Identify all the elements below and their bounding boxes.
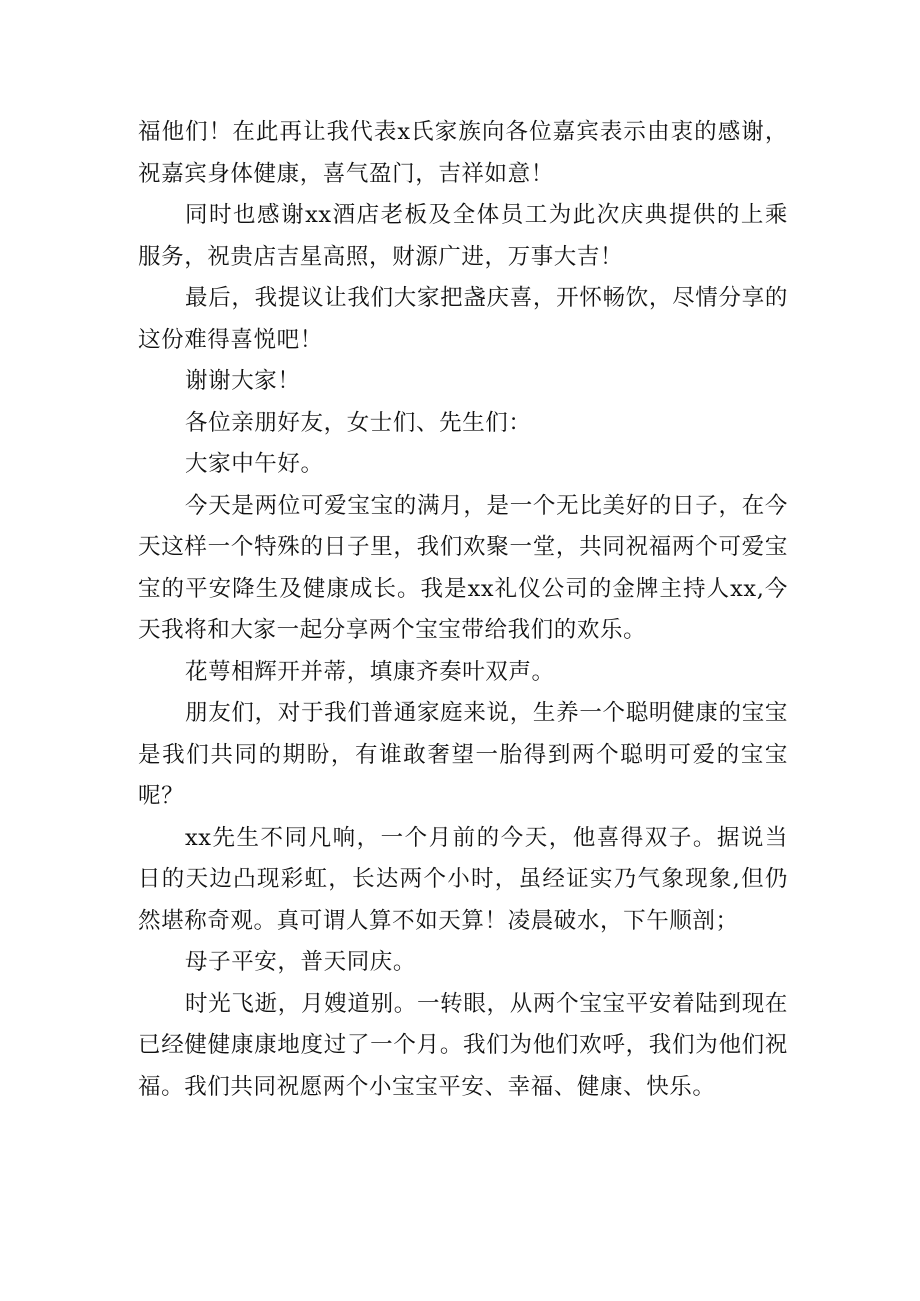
paragraph-friends: 朋友们，对于我们普通家庭来说，生养一个聪明健康的宝宝是我们共同的期盼，有谁敢奢望一胎得到两个聪明可爱的宝宝呢？	[138, 700, 788, 809]
document-body	[138, 112, 788, 1108]
paragraph-thank-you: 谢谢大家！	[185, 368, 301, 394]
paragraph-thanks-hotel: 同时也感谢xx酒店老板及全体员工为此次庆典提供的上乘服务，祝贵店吉星高照，财源广进，万事大吉！	[138, 202, 788, 270]
paragraph-twins-story: xx先生不同凡响，一个月前的今天，他喜得双子。据说当日的天边凸现彩虹，长达两个小时，虽经证实乃气象现象,但仍然堪称奇观。真可谓人算不如天算！凌晨破水，下午顺剖；	[138, 824, 788, 934]
paragraph-continuation: 福他们！在此再让我代表x氏家族向各位嘉宾表示由衷的感谢，祝嘉宾身体健康，喜气盈门，吉祥如意！	[138, 119, 788, 187]
paragraph-mother-safe: 母子平安，普天同庆。	[185, 949, 417, 975]
paragraph-greeting-audience: 各位亲朋好友，女士们、先生们：	[185, 409, 532, 436]
paragraph-toast: 最后，我提议让我们大家把盏庆喜，开怀畅饮，尽情分享的这份难得喜悦吧！	[138, 285, 788, 353]
paragraph-good-noon: 大家中午好。	[185, 451, 324, 477]
paragraph-couplet: 花萼相辉开并蒂，填康齐奏叶双声。	[185, 658, 555, 685]
paragraph-full-month-intro: 今天是两位可爱宝宝的满月，是一个无比美好的日子，在今天这样一个特殊的日子里，我们欢聚一堂，共同祝福两个可爱宝宝的平安降生及健康成长。我是xx礼仪公司的金牌主持人xx,今天我将和大家一起分享两个宝宝带给我们的欢乐。	[138, 492, 788, 643]
paragraph-time-flies: 时光飞逝，月嫂道别。一转眼，从两个宝宝平安着陆到现在已经健健康康地度过了一个月。我们为他们欢呼，我们为他们祝福。我们共同祝愿两个小宝宝平安、幸福、健康、快乐。	[138, 990, 788, 1100]
